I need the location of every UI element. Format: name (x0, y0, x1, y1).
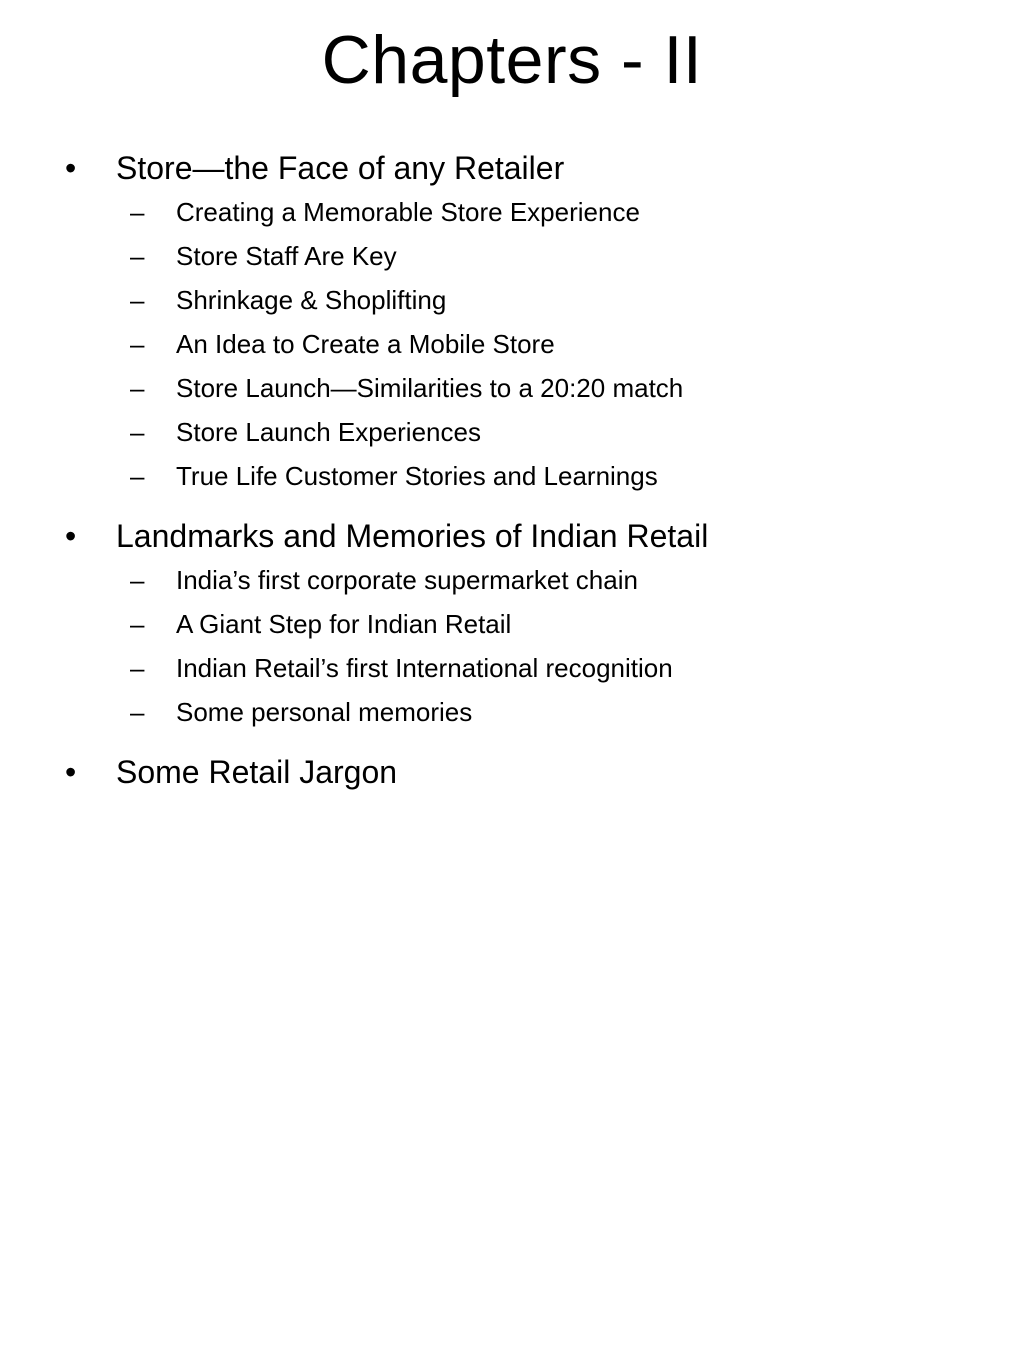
chapter-row (0, 146, 1024, 192)
dash-icon: – (130, 197, 145, 227)
section-title: Indian Retail’s first International recognition (176, 653, 673, 683)
section-title: Store Launch Experiences (176, 417, 481, 447)
chapter-item (0, 514, 1024, 736)
dash-icon: – (130, 285, 145, 315)
dash-icon: – (130, 565, 145, 595)
dash-icon: – (130, 697, 145, 727)
section-item (0, 412, 1024, 456)
section-title: An Idea to Create a Mobile Store (176, 329, 555, 359)
section-title: A Giant Step for Indian Retail (176, 609, 512, 639)
dash-icon: – (130, 417, 145, 447)
chapter-list (0, 146, 1024, 796)
dash-icon: – (130, 373, 145, 403)
section-item (0, 368, 1024, 412)
dash-icon: – (130, 241, 145, 271)
chapter-item (0, 750, 1024, 796)
section-title: Creating a Memorable Store Experience (176, 197, 640, 227)
section-item (0, 604, 1024, 648)
slide-title: Chapters - II (321, 22, 703, 98)
section-item (0, 456, 1024, 500)
section-item (0, 280, 1024, 324)
section-title: Store Launch—Similarities to a 20:20 match (176, 373, 684, 403)
dash-icon: – (130, 609, 145, 639)
chapter-row (0, 514, 1024, 560)
chapter-title: Some Retail Jargon (116, 754, 398, 790)
bullet-icon: • (65, 150, 77, 186)
section-title: Some personal memories (176, 697, 473, 727)
section-title: True Life Customer Stories and Learnings (176, 461, 658, 491)
dash-icon: – (130, 461, 145, 491)
section-item (0, 236, 1024, 280)
chapter-title: Landmarks and Memories of Indian Retail (116, 518, 709, 554)
section-item (0, 648, 1024, 692)
section-item (0, 692, 1024, 736)
bullet-icon: • (65, 754, 77, 790)
section-item (0, 192, 1024, 236)
bullet-icon: • (65, 518, 77, 554)
chapter-item (0, 146, 1024, 500)
section-title: India’s first corporate supermarket chain (176, 565, 638, 595)
dash-icon: – (130, 329, 145, 359)
section-list (0, 560, 1024, 736)
section-list (0, 192, 1024, 500)
section-title: Shrinkage & Shoplifting (176, 285, 447, 315)
chapter-row (0, 750, 1024, 796)
section-item (0, 324, 1024, 368)
section-title: Store Staff Are Key (176, 241, 397, 271)
chapter-title: Store—the Face of any Retailer (116, 150, 565, 186)
section-item (0, 560, 1024, 604)
dash-icon: – (130, 653, 145, 683)
